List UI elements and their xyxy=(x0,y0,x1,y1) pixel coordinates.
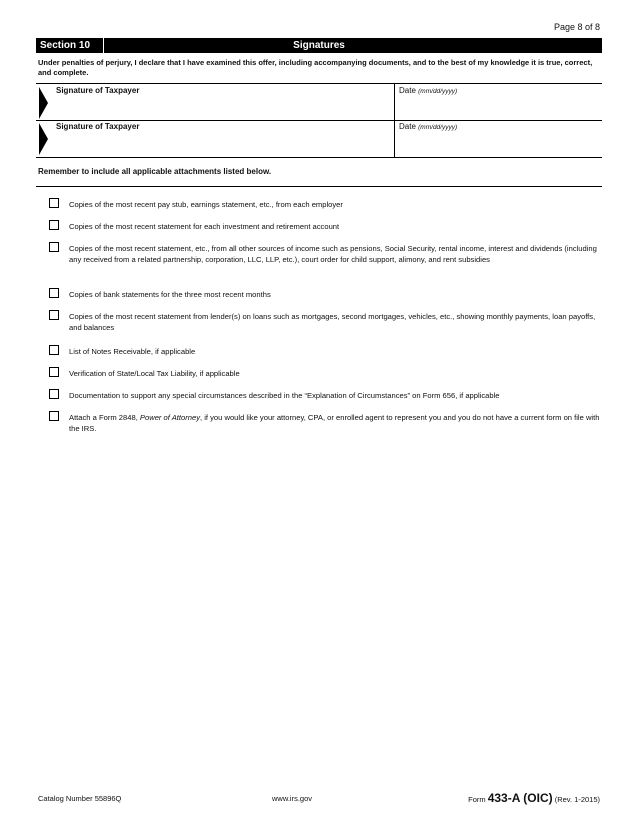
sign-here-arrow-icon xyxy=(39,87,48,119)
attachment-checkbox[interactable] xyxy=(49,367,59,377)
attachment-checkbox[interactable] xyxy=(49,411,59,421)
section-header-bar xyxy=(36,38,602,53)
website-link[interactable]: www.irs.gov xyxy=(272,794,313,803)
form-number: 433-A (OIC) xyxy=(487,791,553,805)
attachment-text: Copies of the most recent statement, etc., from all other sources of income such as pensions, Social Security, rental income, interest and dividends (including any received from a related partnership, corporation, LLC, LLP, etc.), court order for child support, alimony, and rent subsidies xyxy=(69,244,597,264)
signature-date-field[interactable] xyxy=(394,84,602,120)
attachment-checkbox[interactable] xyxy=(49,242,59,252)
attachment-checkbox[interactable] xyxy=(49,288,59,298)
signature-label: Signature of Taxpayer xyxy=(56,86,140,95)
attachment-text: Copies of the most recent pay stub, earnings statement, etc., from each employer xyxy=(69,200,343,209)
date-format-hint: (mm/dd/yyyy) xyxy=(418,124,458,131)
signature-date-field[interactable] xyxy=(394,120,602,157)
attachment-text: Verification of State/Local Tax Liability, if applicable xyxy=(69,369,240,378)
attachments-heading: Remember to include all applicable attachments listed below. xyxy=(38,167,272,176)
form-word: Form xyxy=(468,795,486,804)
attachment-text: List of Notes Receivable, if applicable xyxy=(69,347,196,356)
attachment-checkbox[interactable] xyxy=(49,345,59,355)
divider xyxy=(36,186,602,187)
form-identifier xyxy=(468,791,600,805)
attachment-checkbox[interactable] xyxy=(49,198,59,208)
signature-row-1[interactable] xyxy=(36,83,602,121)
attachment-text: Attach a Form 2848, Power of Attorney, if you would like your attorney, CPA, or enrolled agent to represent you and you do not have a current form on file with the IRS. xyxy=(69,413,600,433)
attachment-text: Documentation to support any special circumstances described in the “Explanation of Circumstances” on Form 656, if applicable xyxy=(69,391,500,400)
attachment-text: Copies of bank statements for the three most recent months xyxy=(69,290,271,299)
page-number: Page 8 of 8 xyxy=(553,22,600,32)
attachment-checkbox[interactable] xyxy=(49,310,59,320)
attachment-checkbox[interactable] xyxy=(49,220,59,230)
section-id: Section 10 xyxy=(36,38,104,53)
attachment-checkbox[interactable] xyxy=(49,389,59,399)
power-of-attorney-title: Power of Attorney xyxy=(139,413,200,422)
sign-here-arrow-icon xyxy=(39,123,48,155)
form-revision: (Rev. 1-2015) xyxy=(554,795,600,804)
date-label: Date xyxy=(399,86,416,95)
attachment-text: Copies of the most recent statement for each investment and retirement account xyxy=(69,222,340,231)
signature-label: Signature of Taxpayer xyxy=(56,122,140,131)
date-label: Date xyxy=(399,122,416,131)
attachment-text: Copies of the most recent statement from lender(s) on loans such as mortgages, second mortgages, vehicles, etc., showing monthly payments, loan payoffs, and balances xyxy=(69,312,596,332)
signature-row-2[interactable] xyxy=(36,120,602,158)
perjury-declaration: Under penalties of perjury, I declare that I have examined this offer, including accompanying documents, and to the best of my knowledge it is true, correct, and complete. xyxy=(38,58,593,77)
catalog-number: Catalog Number 55896Q xyxy=(38,794,122,803)
date-format-hint: (mm/dd/yyyy) xyxy=(418,88,458,95)
section-title: Signatures xyxy=(293,40,345,51)
